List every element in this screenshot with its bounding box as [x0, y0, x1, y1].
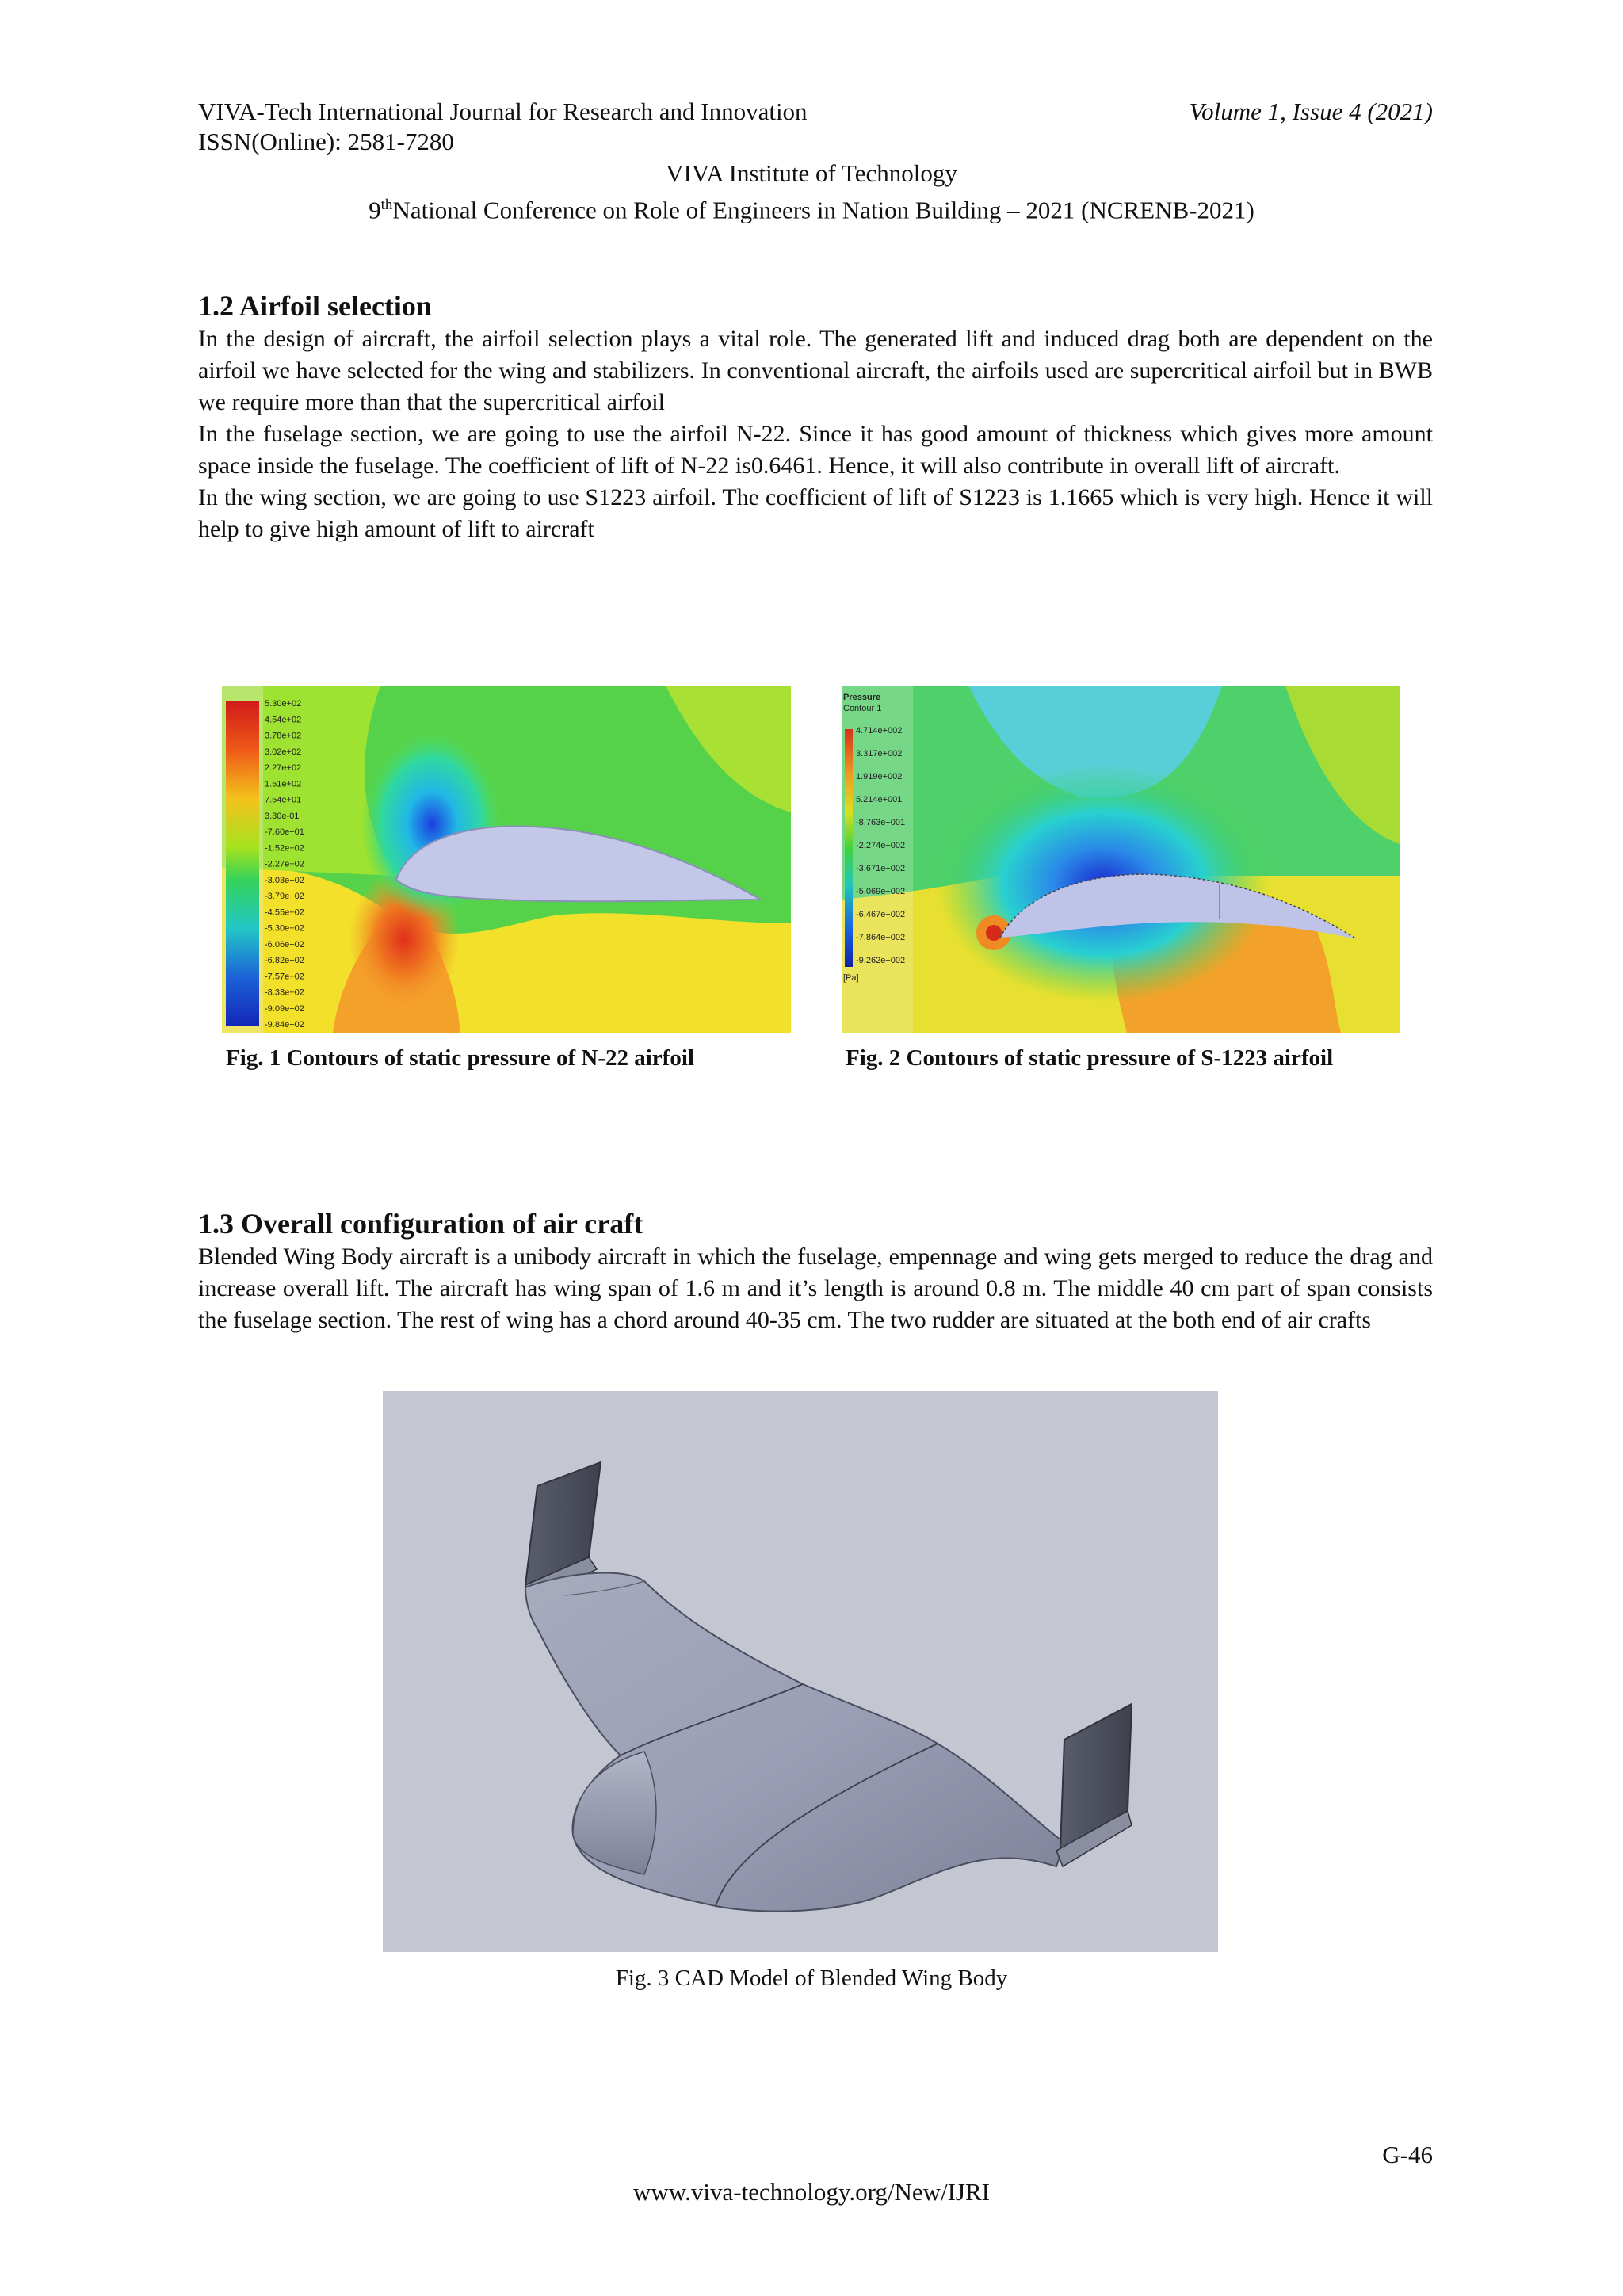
legend-label: -6.06e+02 [265, 939, 304, 949]
volume-issue: Volume 1, Issue 4 (2021) [1189, 97, 1433, 125]
figure-3-cad-model [383, 1391, 1218, 1952]
section-body-airfoil-selection [198, 323, 1433, 545]
legend-label: 5.30e+02 [265, 700, 302, 709]
legend-label: 1.919e+002 [856, 772, 903, 781]
journal-name: VIVA-Tech International Journal for Research and Innovation [198, 97, 808, 125]
legend-label: 2.27e+02 [265, 763, 302, 773]
legend-label: -5.069e+002 [856, 887, 906, 896]
legend-label: -1.52e+02 [265, 843, 304, 854]
legend-label: 3.30e-01 [265, 811, 300, 821]
paragraph: In the fuselage section, we are going to use the airfoil N-22. Since it has good amount of thickness which gives more amount space inside the fuselage. The coefficient of lift of N-22 is0.6461. Hence, it will also contribute in overall lift of aircraft. [198, 421, 1433, 479]
legend-label: -5.30e+02 [265, 923, 304, 934]
legend-label: 3.78e+02 [265, 731, 302, 741]
legend-label: -9.262e+002 [856, 956, 906, 965]
legend-label: -3.03e+02 [265, 875, 304, 885]
figure-2-pressure-contour [842, 686, 1400, 1033]
figure-2-caption: Fig. 2 Contours of static pressure of S-1223 airfoil [846, 1045, 1334, 1071]
legend-label: 5.214e+001 [856, 795, 903, 804]
legend-label: 1.51e+02 [265, 779, 302, 789]
footer-url[interactable]: www.viva-technology.org/New/IJRI [633, 2178, 990, 2206]
legend-label: -2.27e+02 [265, 859, 304, 869]
paragraph: In the design of aircraft, the airfoil selection plays a vital role. The generated lift and induced drag both are dependent on the airfoil we have selected for the wing and stabilizers. In conventional aircraft, the airfoils used are supercritical airfoil but in BWB we require more than that the supercritical airfoil [198, 326, 1433, 415]
conference-name [0, 190, 1623, 225]
legend-subtitle: Contour 1 [843, 704, 882, 713]
figure-2-legend [842, 686, 913, 1033]
legend-label: -8.763e+001 [856, 818, 906, 827]
conference-superscript: th [380, 197, 393, 213]
section-body-overall-configuration: Blended Wing Body aircraft is a unibody aircraft in which the fuselage, empennage and wing gets merged to reduce the drag and increase overall lift. The aircraft has wing span of 1.6 m and it’s length is around 0.8 m. The middle 40 cm part of span consists the fuselage section. The rest of wing has a chord around 40-35 cm. The two rudder are situated at the both end of air crafts [198, 1244, 1433, 1333]
legend-label: -4.55e+02 [265, 907, 304, 918]
legend-label: -6.82e+02 [265, 956, 304, 965]
institute-name: VIVA Institute of Technology [666, 159, 957, 187]
page-number: G-46 [1382, 2141, 1433, 2168]
legend-label: 3.317e+002 [856, 749, 903, 758]
legend-label: 7.54e+01 [265, 795, 302, 805]
figure-1-pressure-contour [222, 686, 791, 1033]
legend-label: -9.84e+02 [265, 1020, 304, 1030]
legend-label: -7.57e+02 [265, 972, 304, 982]
issn: ISSN(Online): 2581-7280 [198, 128, 454, 155]
legend-label: 3.02e+02 [265, 747, 302, 757]
section-title-overall-configuration: 1.3 Overall configuration of air craft [198, 1208, 643, 1240]
legend-label: -3.79e+02 [265, 892, 304, 901]
legend-label: -6.467e+002 [856, 910, 906, 919]
section-title-airfoil-selection: 1.2 Airfoil selection [198, 290, 432, 322]
legend-label: -7.864e+002 [856, 933, 906, 942]
legend-label: -9.09e+02 [265, 1003, 304, 1014]
legend-label: 4.714e+002 [856, 726, 903, 735]
figure-1-caption: Fig. 1 Contours of static pressure of N-22 airfoil [226, 1045, 694, 1071]
figure-3-caption: Fig. 3 CAD Model of Blended Wing Body [615, 1966, 1008, 1991]
conference-title: National Conference on Role of Engineers in Nation Building – 2021 (NCRENB-2021) [392, 196, 1254, 224]
legend-label: -3.671e+002 [856, 864, 906, 873]
legend-label: 4.54e+02 [265, 715, 302, 725]
legend-unit: [Pa] [843, 973, 859, 983]
paragraph: In the wing section, we are going to use S1223 airfoil. The coefficient of lift of S1223 is 1.1665 which is very high. Hence it will help to give high amount of lift to aircraft [198, 484, 1433, 542]
legend-label: -2.274e+002 [856, 841, 906, 850]
conference-number: 9 [369, 196, 381, 224]
figure-1-legend [263, 700, 311, 1033]
legend-label: -8.33e+02 [265, 988, 304, 998]
legend-title: Pressure [843, 693, 881, 702]
legend-label: -7.60e+01 [265, 827, 304, 837]
